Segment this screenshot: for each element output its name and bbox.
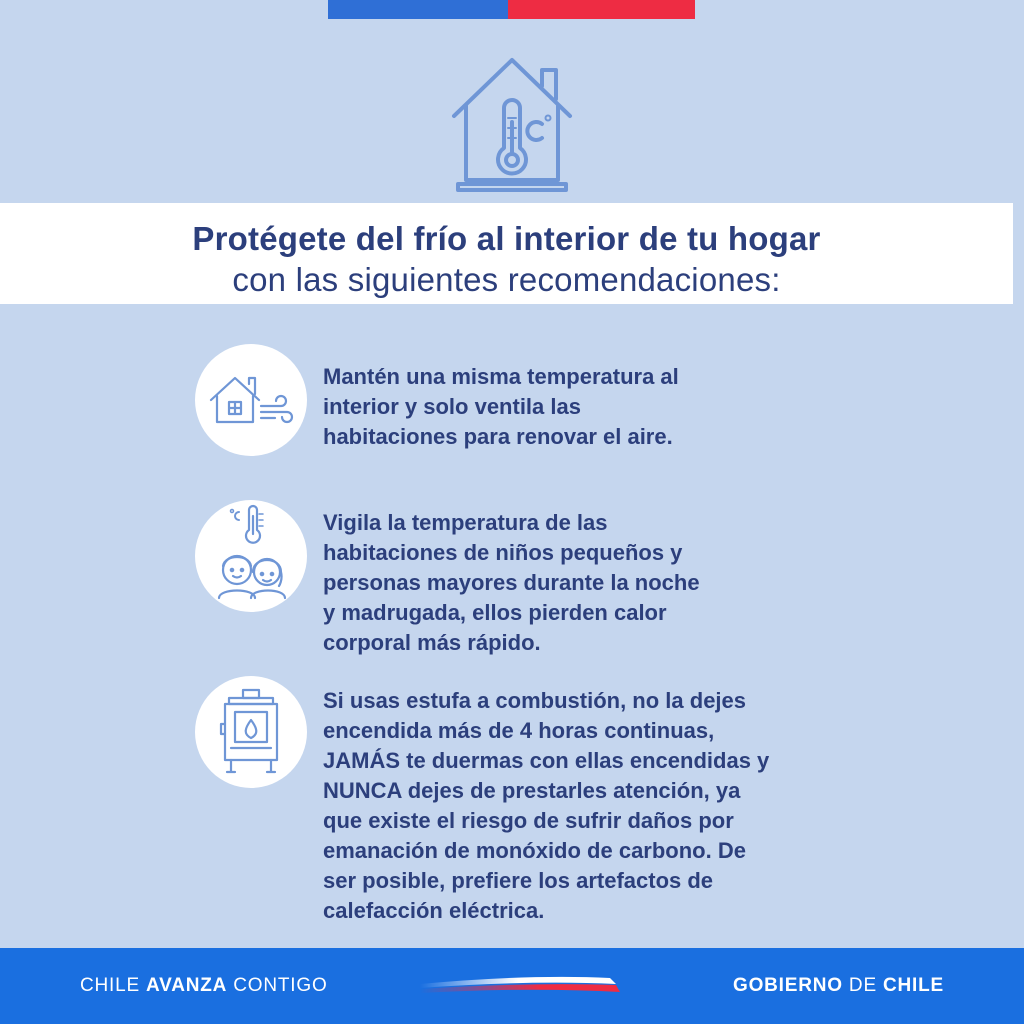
flag-red-stripe: [508, 0, 695, 19]
footer-brand-part-1: GOBIERNO: [732, 975, 843, 996]
page-subtitle: con las siguientes recomendaciones:: [232, 261, 781, 298]
footer-slogan-part-1: CHILE: [80, 975, 147, 996]
flag-blue-stripe: [328, 0, 508, 19]
recommendation-2-icon-circle: [195, 500, 307, 612]
page-title: Protégete del frío al interior de tu hogar: [192, 220, 821, 257]
recommendation-2-text: Vigila la temperatura de las habitaciones de niños pequeños y personas mayores durante la noche y madrugada, ellos pierden calor corporal más rápido.: [323, 510, 700, 655]
recommendation-1-icon-circle: [195, 344, 307, 456]
flag-swoosh-logo: [420, 966, 630, 1006]
footer-government-brand: [733, 975, 944, 997]
recommendation-3-text: Si usas estufa a combustión, no la dejes encendida más de 4 horas continuas, JAMÁS te duermas con ellas encendidas y NUNCA dejes de prestarles atención, ya que existe el riesgo de sufrir daños por emanación de monóxido de carbono. De ser posible, prefiere los artefactos de calefacción eléctrica.: [323, 688, 770, 923]
house-wind-icon: [195, 344, 307, 456]
recommendation-1-text: Mantén una misma temperatura al interior y solo ventila las habitaciones para renovar el aire.: [323, 364, 679, 449]
house-thermometer-icon: [446, 52, 578, 192]
flag-bar: [328, 0, 695, 19]
stove-icon: [195, 676, 307, 788]
thermometer-children-icon: [195, 500, 307, 612]
title-band: [0, 203, 1013, 304]
footer-brand-part-2: DE: [842, 975, 883, 996]
footer-slogan-part-2: AVANZA: [146, 975, 228, 996]
footer-slogan-part-3: CONTIGO: [227, 975, 328, 996]
footer: [0, 948, 1024, 1024]
recommendation-3-icon-circle: [195, 676, 307, 788]
footer-slogan: [80, 975, 328, 997]
footer-brand-part-3: CHILE: [883, 975, 944, 996]
